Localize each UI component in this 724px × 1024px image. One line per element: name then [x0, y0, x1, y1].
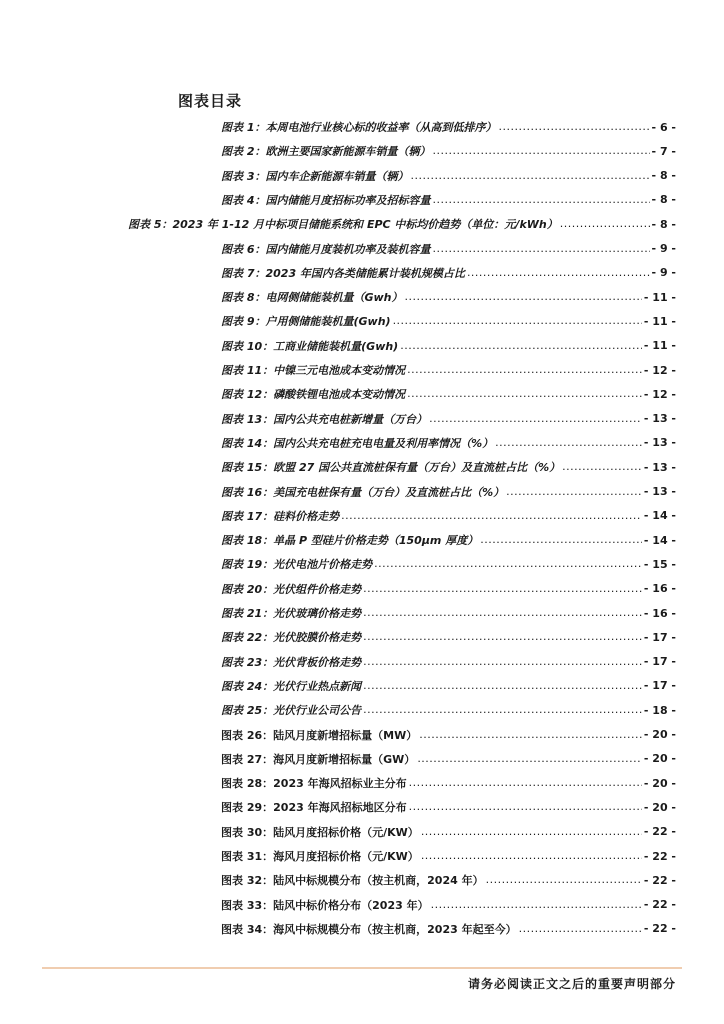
- toc-entry[interactable]: [128, 216, 676, 232]
- toc-entry-page: - 20 -: [643, 800, 676, 814]
- toc-entry[interactable]: [221, 848, 676, 864]
- toc-entry[interactable]: [221, 362, 676, 378]
- toc-entry[interactable]: [221, 678, 676, 694]
- toc-entry[interactable]: [221, 241, 676, 257]
- toc-dot-leader: [363, 605, 642, 621]
- toc-entry-page: - 22 -: [643, 873, 676, 887]
- toc-entry-label: 图表 25：光伏行业公司公告: [221, 704, 362, 718]
- toc-entry[interactable]: [221, 168, 676, 184]
- toc-entry-page: - 8 -: [651, 193, 676, 207]
- toc-entry-label: 图表 26：陆风月度新增招标量（MW）: [221, 728, 418, 742]
- toc-entry[interactable]: [221, 824, 676, 840]
- toc-dot-leader: [341, 508, 642, 524]
- toc-entry-label: 图表 6：国内储能月度装机功率及装机容量: [221, 242, 431, 256]
- toc-dot-leader: [480, 532, 642, 548]
- toc-dot-leader: [407, 386, 642, 402]
- toc-entry[interactable]: [221, 702, 676, 718]
- toc-entry-label: 图表 14：国内公共充电桩充电电量及利用率情况（%）: [221, 436, 494, 450]
- toc-dot-leader: [498, 119, 649, 135]
- toc-entry-page: - 11 -: [643, 339, 676, 353]
- toc-entry-label: 图表 30：陆风月度招标价格（元/KW）: [221, 825, 419, 839]
- toc-entry-label: 图表 18：单晶 P 型硅片价格走势（150μm 厚度）: [221, 534, 479, 548]
- toc-entry-page: - 14 -: [643, 509, 676, 523]
- toc-entry-page: - 16 -: [643, 582, 676, 596]
- toc-entry[interactable]: [221, 629, 676, 645]
- toc-entry-label: 图表 19：光伏电池片价格走势: [221, 558, 373, 572]
- toc-dot-leader: [432, 192, 649, 208]
- toc-entry-label: 图表 21：光伏玻璃价格走势: [221, 607, 362, 620]
- toc-entry[interactable]: [221, 751, 676, 767]
- toc-entry[interactable]: [221, 313, 676, 329]
- toc-dot-leader: [363, 678, 642, 694]
- toc-dot-leader: [495, 435, 642, 451]
- toc-dot-leader: [363, 581, 642, 597]
- toc-dot-leader: [421, 824, 642, 840]
- toc-dot-leader: [486, 872, 642, 888]
- toc-entry[interactable]: [221, 921, 676, 937]
- toc-entry-label: 图表 15：欧盟 27 国公共直流桩保有量（万台）及直流桩占比（%）: [221, 461, 561, 475]
- toc-dot-leader: [405, 289, 642, 305]
- toc-entry-label: 图表 34：海风中标规模分布（按主机商，2023 年起至今）: [221, 922, 517, 936]
- toc-entry[interactable]: [221, 143, 676, 159]
- toc-dot-leader: [429, 411, 642, 427]
- toc-entry-page: - 13 -: [643, 436, 676, 450]
- toc-entry[interactable]: [221, 727, 676, 743]
- toc-dot-leader: [400, 338, 642, 354]
- toc-dot-leader: [374, 556, 642, 572]
- toc-entry-label: 图表 27：海风月度新增招标量（GW）: [221, 752, 416, 766]
- toc-dot-leader: [410, 168, 649, 184]
- toc-entry-label: 图表 9：户用侧储能装机量(Gwh): [221, 315, 391, 329]
- toc-entry[interactable]: [221, 192, 676, 208]
- toc-entry-page: - 9 -: [651, 242, 676, 255]
- toc-entry-label: 图表 1：本周电池行业核心标的收益率（从高到低排序）: [221, 121, 497, 134]
- footer-divider: [42, 967, 682, 969]
- toc-entry-label: 图表 28：2023 年海风招标业主分布: [221, 777, 407, 791]
- toc-dot-leader: [467, 265, 650, 281]
- toc-entry-page: - 16 -: [643, 606, 676, 620]
- toc-entry-page: - 20 -: [643, 776, 676, 790]
- toc-entry-page: - 9 -: [651, 266, 676, 280]
- toc-entry-page: - 18 -: [643, 703, 676, 717]
- toc-heading: 图表目录: [178, 92, 243, 110]
- toc-entry-page: - 15 -: [643, 557, 676, 571]
- toc-entry[interactable]: [221, 532, 676, 548]
- toc-entry[interactable]: [221, 338, 676, 354]
- toc-entry[interactable]: [221, 581, 676, 597]
- toc-entry-page: - 8 -: [651, 217, 676, 231]
- toc-entry[interactable]: [221, 289, 676, 305]
- toc-entry-page: - 12 -: [643, 363, 676, 377]
- toc-entry-page: - 6 -: [651, 120, 676, 134]
- toc-entry[interactable]: [221, 386, 676, 402]
- toc-entry[interactable]: [221, 484, 676, 500]
- toc-dot-leader: [407, 362, 642, 378]
- toc-dot-leader: [562, 459, 642, 475]
- toc-entry-page: - 22 -: [643, 922, 676, 936]
- toc-dot-leader: [409, 775, 642, 791]
- toc-entry-label: 图表 5：2023 年 1-12 月中标项目储能系统和 EPC 中标均价趋势（单位：元/kWh）: [128, 218, 558, 232]
- toc-entry-page: - 14 -: [643, 533, 676, 547]
- toc-dot-leader: [432, 241, 649, 257]
- toc-entry[interactable]: [221, 265, 676, 281]
- toc-entry-label: 图表 7：2023 年国内各类储能累计装机规模占比: [221, 266, 465, 280]
- toc-dot-leader: [409, 799, 642, 815]
- toc-entry-page: - 20 -: [643, 752, 676, 766]
- toc-dot-leader: [432, 143, 649, 159]
- toc-dot-leader: [363, 702, 642, 718]
- toc-entry-label: 图表 23：光伏背板价格走势: [221, 655, 362, 669]
- toc-entry[interactable]: [221, 605, 676, 621]
- toc-entry-page: - 13 -: [643, 485, 676, 498]
- toc-dot-leader: [560, 216, 650, 232]
- toc-entry[interactable]: [221, 411, 676, 427]
- toc-dot-leader: [363, 629, 642, 645]
- toc-entry-label: 图表 2：欧洲主要国家新能源车销量（辆）: [221, 145, 431, 159]
- toc-entry-page: - 12 -: [643, 387, 676, 401]
- toc-entry[interactable]: [221, 654, 676, 670]
- footer-disclaimer: 请务必阅读正文之后的重要声明部分: [467, 977, 676, 991]
- toc-entry-label: 图表 12：磷酸铁锂电池成本变动情况: [221, 388, 406, 402]
- toc-entry-page: - 22 -: [643, 898, 676, 912]
- toc-dot-leader: [417, 751, 642, 767]
- toc-entry-label: 图表 4：国内储能月度招标功率及招标容量: [221, 193, 431, 207]
- toc-entry-label: 图表 22：光伏胶膜价格走势: [221, 631, 362, 645]
- toc-entry-label: 图表 29：2023 年海风招标地区分布: [221, 801, 407, 815]
- toc-entry-page: - 22 -: [643, 825, 676, 839]
- toc-entry-label: 图表 31：海风月度招标价格（元/KW）: [221, 850, 419, 863]
- toc-entry-label: 图表 3：国内车企新能源车销量（辆）: [221, 169, 409, 183]
- toc-entry-page: - 8 -: [651, 169, 676, 183]
- toc-entry-page: - 7 -: [651, 144, 676, 158]
- toc-dot-leader: [419, 727, 642, 743]
- toc-entry-label: 图表 11：中镍三元电池成本变动情况: [221, 364, 406, 377]
- toc-entry-page: - 22 -: [643, 849, 676, 863]
- toc-entry[interactable]: [221, 435, 676, 451]
- toc-entry-label: 图表 10：工商业储能装机量(Gwh): [221, 339, 399, 353]
- toc-entry[interactable]: [221, 119, 676, 135]
- toc-dot-leader: [363, 654, 642, 670]
- toc-entry[interactable]: [221, 799, 676, 815]
- toc-entry-page: - 17 -: [643, 655, 676, 669]
- toc-dot-leader: [393, 313, 642, 329]
- toc-entry-page: - 11 -: [643, 314, 676, 328]
- toc-entry-page: - 20 -: [643, 728, 676, 741]
- toc-entry-page: - 13 -: [643, 412, 676, 426]
- toc-dot-leader: [421, 848, 642, 864]
- toc-entry[interactable]: [221, 508, 676, 524]
- toc-dot-leader: [431, 897, 642, 913]
- toc-entry-label: 图表 33：陆风中标价格分布（2023 年）: [221, 898, 429, 912]
- toc-entry-label: 图表 24：光伏行业热点新闻: [221, 679, 362, 693]
- toc-entry-page: - 11 -: [643, 290, 676, 304]
- toc-entry[interactable]: [221, 459, 676, 475]
- toc-entry-label: 图表 8：电网侧储能装机量（Gwh）: [221, 291, 403, 305]
- toc-entry[interactable]: [221, 775, 676, 791]
- toc-dot-leader: [519, 921, 642, 937]
- toc-entry-label: 图表 17：硅料价格走势: [221, 509, 340, 523]
- toc-entry[interactable]: [221, 872, 676, 888]
- toc-entry-page: - 17 -: [643, 679, 676, 693]
- toc-entry-label: 图表 13：国内公共充电桩新增量（万台）: [221, 412, 428, 426]
- toc-entry-label: 图表 32：陆风中标规模分布（按主机商，2024 年）: [221, 874, 484, 888]
- toc-entry-page: - 13 -: [643, 460, 676, 474]
- toc-entry[interactable]: [221, 897, 676, 913]
- toc-entry-label: 图表 16：美国充电桩保有量（万台）及直流桩占比（%）: [221, 485, 505, 499]
- toc-entry[interactable]: [221, 556, 676, 572]
- toc-entry-page: - 17 -: [643, 630, 676, 644]
- toc-entry-label: 图表 20：光伏组件价格走势: [221, 582, 362, 596]
- toc-dot-leader: [506, 484, 642, 500]
